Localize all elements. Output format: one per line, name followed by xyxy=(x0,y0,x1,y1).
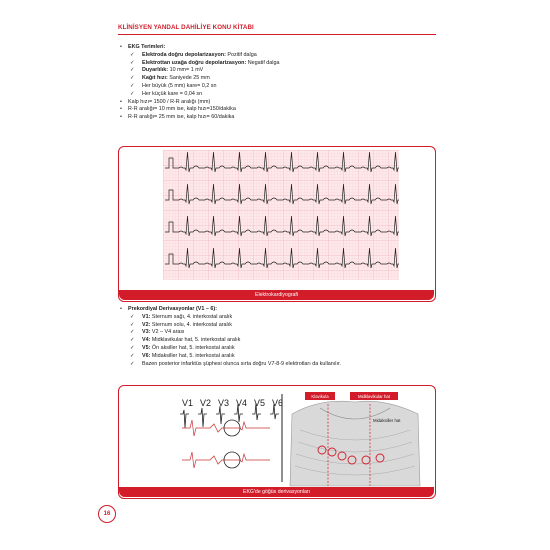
term-item: ✓ Kağıt hızı: Saniyede 25 mm xyxy=(120,75,440,83)
bullet-icon: • xyxy=(120,98,122,105)
check-icon: ✓ xyxy=(130,352,135,359)
torso-shape xyxy=(290,401,420,486)
term-item: ✓ Her büyük (5 mm) kare= 0,2 sn xyxy=(120,83,440,91)
term-item: ✓ Elektroda doğru depolarizasyon: Pozitif dalga xyxy=(120,52,440,60)
check-icon: ✓ xyxy=(130,329,135,336)
chest-leads-illustration xyxy=(170,390,422,488)
lead-waveform xyxy=(216,406,225,424)
lead-item: ✓ V3: V2 – V4 arası xyxy=(120,329,440,337)
bullet-icon: • xyxy=(120,44,122,50)
lead-item: ✓ V5: Ön aksiller hat, 5. interkostal aralık xyxy=(120,345,440,353)
bullet-icon: • xyxy=(120,306,122,312)
tag-klavikula-text: Klavikula xyxy=(311,394,329,399)
lead-label: V5 xyxy=(254,398,266,408)
lead-waveform xyxy=(180,410,189,428)
check-icon: ✓ xyxy=(130,51,135,58)
ecg-strip xyxy=(163,150,399,280)
bullet-item: • Kalp hızı= 1500 / R-R aralığı (mm) xyxy=(120,98,211,105)
lead-label: V2 xyxy=(200,398,212,408)
lead-label: V4 xyxy=(236,398,248,408)
check-icon: ✓ xyxy=(130,67,135,74)
precordial-section xyxy=(120,306,440,368)
lead-item: ✓ V6: Midaksiller hat, 5. interkostal aralık xyxy=(120,353,440,361)
lead-waveform xyxy=(198,408,207,427)
lead-item: ✓ V2: Sternum solu, 4. interkostal aralık xyxy=(120,322,440,330)
lead-label: V1 xyxy=(182,398,194,408)
section-title: EKG Terimleri: xyxy=(128,44,166,50)
check-icon: ✓ xyxy=(130,82,135,89)
bullet-item: • R-R aralığı= 25 mm ise, kalp hızı= 60/dakika xyxy=(120,114,235,121)
figure-caption: Elektrokardiyografi xyxy=(119,290,434,300)
page-number: 16 xyxy=(98,505,116,523)
figure-caption: EKG'de göğüs derivasyonları xyxy=(119,487,434,497)
section-title: Prekordiyal Derivasyonlar (V1 – 6): xyxy=(128,306,217,312)
term-item: ✓ Her küçük kare = 0,04 sn xyxy=(120,91,440,99)
term-item: ✓ Elektrottan uzağa doğru depolarizasyon: Negatif dalga xyxy=(120,60,440,68)
running-header: KLİNİSYEN YANDAL DAHİLİYE KONU KİTABI xyxy=(118,24,254,31)
lead-item: ✓ Bazen posterior infarktüs şüphesi olunca sırta doğru V7-8-9 elektrotları da kullanılır. xyxy=(120,361,440,369)
check-icon: ✓ xyxy=(130,90,135,97)
header-rule xyxy=(118,34,436,35)
tag-midklavikular-text: Midklavikular hat xyxy=(357,394,391,399)
lead-label: V6 xyxy=(272,398,284,408)
bullet-icon: • xyxy=(120,106,122,113)
lead-item: ✓ V1: Sternum sağı, 4. interkostal aralık xyxy=(120,314,440,322)
bullet-item: • R-R aralığı= 10 mm ise, kalp hızı=150/dakika xyxy=(120,106,236,113)
term-item: ✓ Duyarlılık: 10 mm= 1 mV xyxy=(120,67,440,75)
lead-item: ✓ V4: Midklavikular hat, 5. interkostal aralık xyxy=(120,337,440,345)
bullet-icon: • xyxy=(120,114,122,121)
check-icon: ✓ xyxy=(130,313,135,320)
check-icon: ✓ xyxy=(130,337,135,344)
lead-label: V3 xyxy=(218,398,230,408)
check-icon: ✓ xyxy=(130,344,135,351)
check-icon: ✓ xyxy=(130,321,135,328)
check-icon: ✓ xyxy=(130,360,135,367)
check-icon: ✓ xyxy=(130,75,135,82)
ekg-terms-section xyxy=(120,44,440,122)
check-icon: ✓ xyxy=(130,59,135,66)
tag-midaksiller-text: Midaksiller hat xyxy=(373,418,401,423)
